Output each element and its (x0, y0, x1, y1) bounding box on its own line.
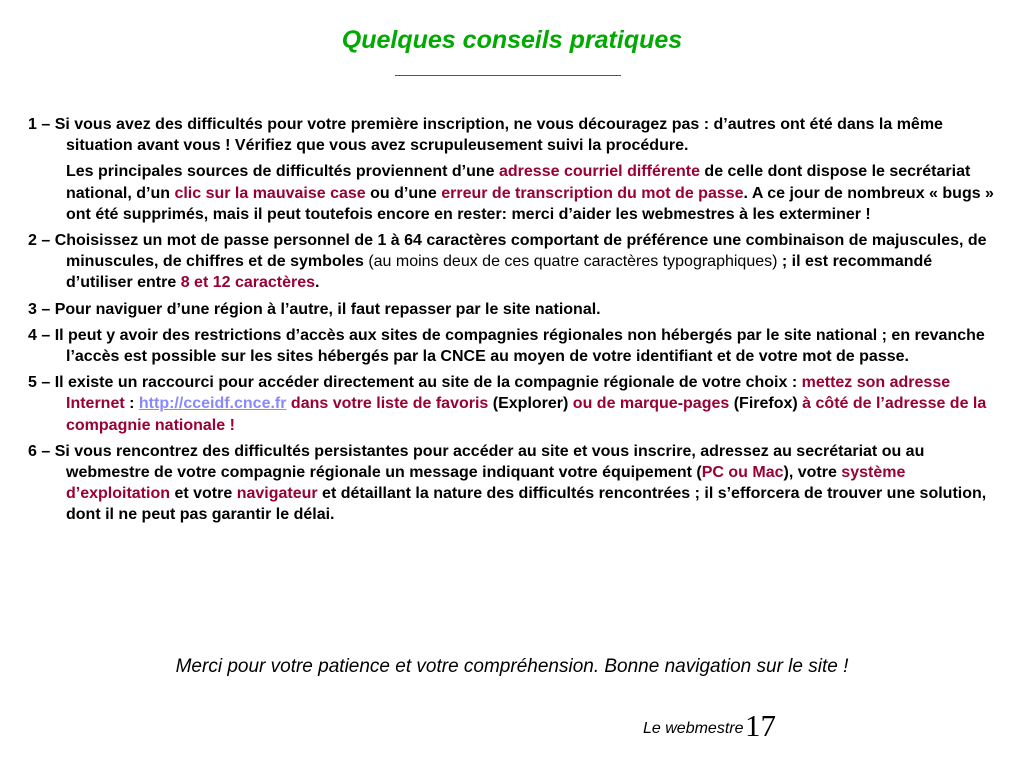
tip-6-text: et votre (170, 485, 237, 503)
tip-5-text: (Explorer) (488, 395, 573, 413)
highlight-password-error: erreur de transcription du mot de passe (441, 184, 744, 202)
tip-6-text: et détaillant la nature des difficultés rencontrées ; il s’efforcera de trouver une solution, dont il ne peut pas garantir le délai. (66, 485, 987, 524)
cceidf-link[interactable]: http://cceidf.cnce.fr (138, 395, 287, 413)
tip-2-text: . (315, 274, 320, 292)
tip-6 (28, 441, 994, 526)
tip-1-details-text: Les principales sources de difficultés proviennent d’une (66, 163, 499, 181)
signature: Le webmestre (643, 720, 744, 737)
page-title: Quelques conseils pratiques (341, 26, 683, 54)
page-number: 17 (745, 708, 776, 743)
thanks-message: Merci pour votre patience et votre compréhension. Bonne navigation sur le site ! (175, 656, 849, 677)
highlight-wrong-box: clic sur la mauvaise case (174, 184, 366, 202)
tip-2 (28, 230, 994, 294)
tip-1-details-text: ou d’une (365, 184, 442, 202)
tip-5 (28, 372, 994, 436)
tip-5-text: : (124, 395, 139, 413)
tip-1-details-text: . A ce jour de nombreux « bugs » ont été supprimés, mais il peut toutefois encore en rester: merci d’aider les webmestres à les exterminer ! (66, 184, 994, 223)
tip-3-text: 3 – Pour naviguer d’une région à l’autre, il faut repasser par le site national. (28, 300, 601, 318)
tip-6-text: 6 – Si vous rencontrez des difficultés persistantes pour accéder au site et vous inscrire, adressez au secrétariat ou au webmestre de votre compagnie régionale un message indiquant votre équipement ( (28, 442, 925, 482)
highlight-national: à côté de l’adresse de la compagnie nationale ! (66, 395, 987, 434)
highlight-email: adresse courriel différente (499, 163, 700, 181)
tip-5-text: 5 – Il existe un raccourci pour accéder directement au site de la compagnie régionale de votre choix : (28, 374, 802, 392)
tip-6-text: ), votre (783, 464, 842, 482)
highlight-pc-mac: PC ou Mac (701, 464, 784, 482)
tip-2-note: (au moins deux de ces quatre caractères typographiques) (368, 253, 778, 271)
tip-2-text: ; il est recommandé d’utiliser entre (66, 253, 933, 292)
highlight-shortcut: mettez son adresse Internet (66, 374, 951, 413)
tip-2-text: 2 – Choisissez un mot de passe personnel de 1 à 64 caractères comportant de préférence une combinaison de majuscules, de minuscules, de chiffres et de symboles (28, 232, 987, 271)
tip-5-text: (Firefox) (729, 395, 803, 413)
tip-1 (28, 114, 994, 156)
tip-4-text: 4 – Il peut y avoir des restrictions d’accès aux sites de compagnies régionales non hébergés par le site national ; en revanche l’accès est possible sur les sites hébergés par la CNCE au moyen de votre identifiant et de votre mot de passe. (28, 326, 985, 366)
tip-1-details-text: de celle dont dispose le secrétariat national, d’un (66, 163, 971, 202)
highlight-favorites: dans votre liste de favoris (286, 395, 489, 413)
highlight-bookmarks: ou de marque-pages (572, 395, 730, 413)
tip-4 (28, 325, 994, 367)
highlight-os: système d’exploitation (66, 464, 906, 503)
title-divider (395, 75, 621, 76)
tip-3 (28, 299, 994, 320)
highlight-browser: navigateur (236, 485, 318, 503)
tips-list (28, 114, 994, 531)
tip-1-details (28, 161, 994, 225)
highlight-length: 8 et 12 caractères (180, 274, 316, 292)
tip-1-text: 1 – Si vous avez des difficultés pour votre première inscription, ne vous découragez pas : d’autres ont été dans la même situation avant vous ! Vérifiez que vous avez scrupuleusement suivi la procédure. (28, 116, 943, 155)
